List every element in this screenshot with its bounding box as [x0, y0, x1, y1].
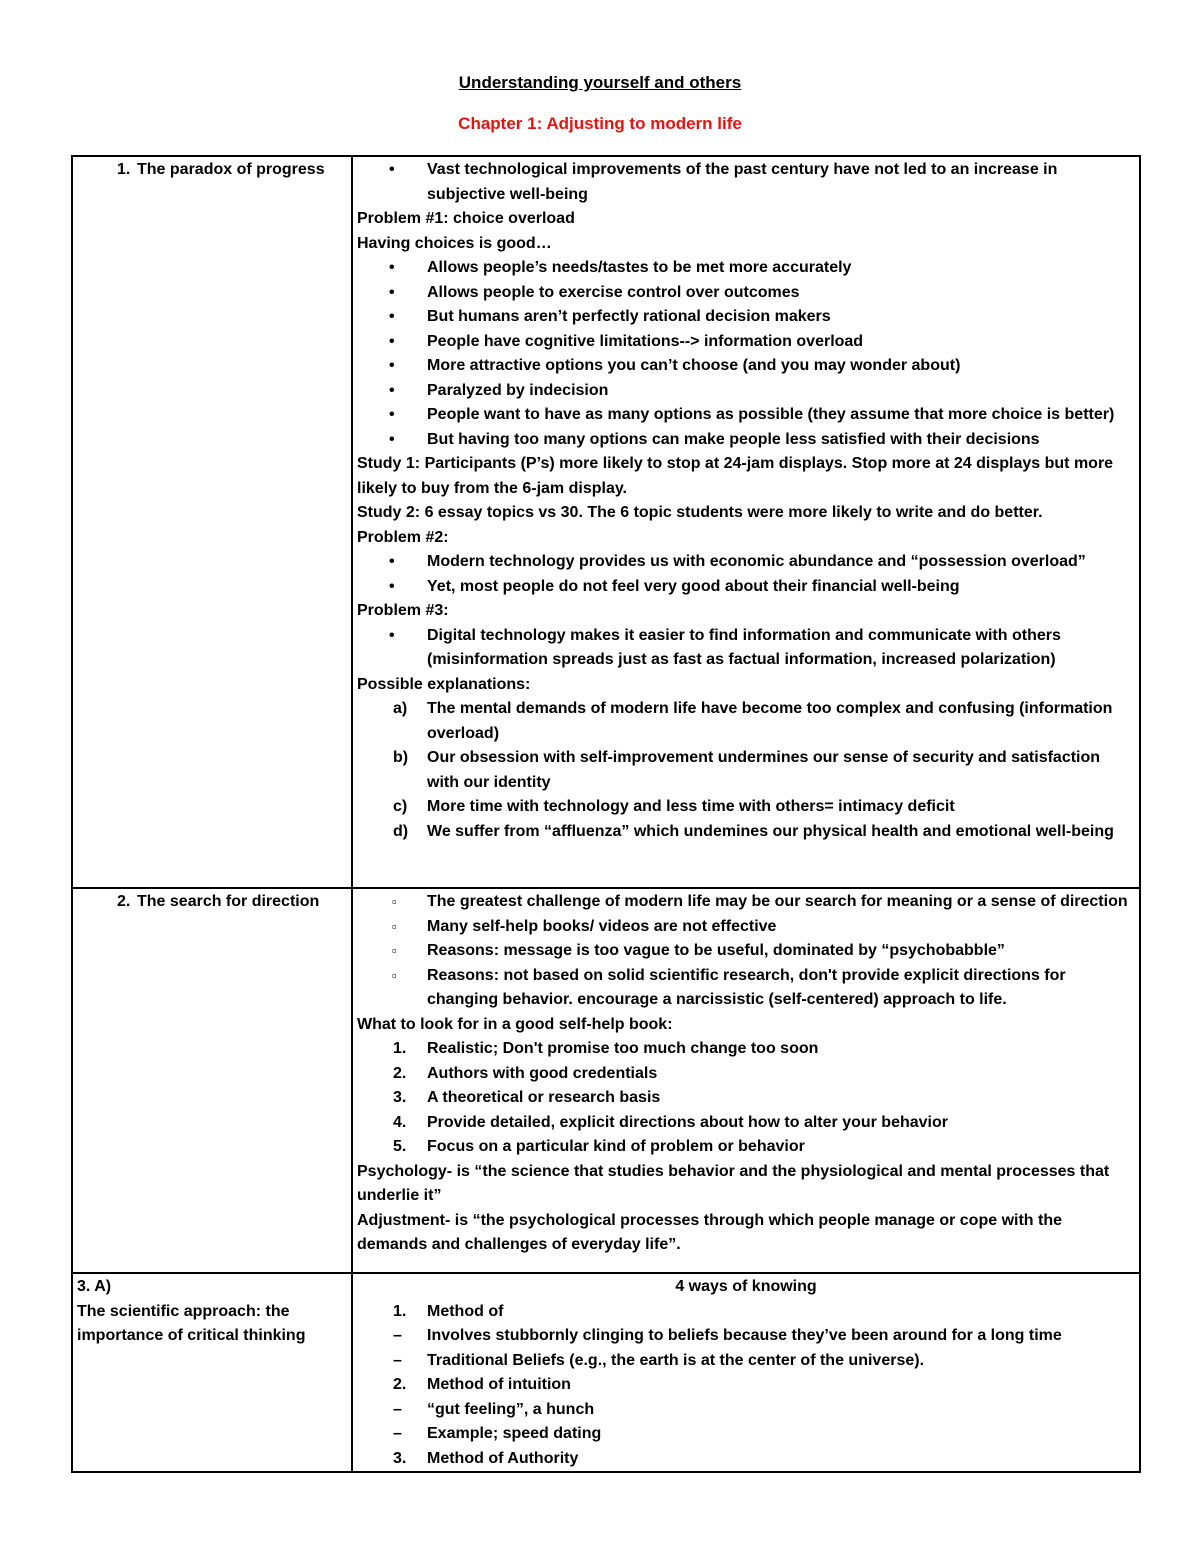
item-text: More attractive options you can’t choose (and you may wonder about) [427, 357, 961, 374]
bullet-item [357, 330, 1135, 355]
item-text: Reasons: not based on solid scientific research, don't provide explicit directions for changing behavior. encourage a narcissistic (self-centered) approach to life. [427, 966, 1066, 1008]
notes-cell [352, 1273, 1140, 1472]
numbered-item [357, 1037, 1135, 1062]
item-text: Authors with good credentials [427, 1064, 658, 1082]
item-text: People have cognitive limitations--> information overload [427, 332, 864, 350]
topic-number: 2. [117, 893, 131, 910]
topic-number: 3. A) [77, 1278, 112, 1295]
item-marker: – [393, 1425, 402, 1442]
bullet-item [357, 964, 1135, 1013]
item-marker: 2. [393, 1376, 407, 1393]
item-text: Method of intuition [427, 1376, 571, 1393]
topic-title: The scientific approach: the importance of critical thinking [77, 1302, 306, 1344]
bullet-item [357, 939, 1135, 964]
numbered-item [357, 746, 1135, 795]
item-text: Method of [427, 1302, 504, 1320]
bullet-item [357, 379, 1135, 404]
topic-heading [77, 890, 347, 915]
square-bullet-icon [357, 939, 427, 964]
bullet-item [357, 305, 1135, 330]
numbered-item [357, 1447, 1135, 1472]
bullet-item [357, 428, 1135, 453]
note-line: Problem #1: choice overload [357, 210, 575, 227]
item-text: Paralyzed by indecision [427, 381, 609, 399]
bullet-icon [357, 575, 427, 600]
note-line: What to look for in a good self-help book: [357, 1015, 673, 1033]
square-bullet-icon [357, 915, 427, 940]
item-marker: 1. [393, 1040, 407, 1057]
bullet-item [357, 256, 1135, 281]
table-row [72, 156, 1140, 888]
bullet-item [357, 550, 1135, 575]
bullet-item [357, 158, 1135, 207]
numbered-item [357, 1398, 1135, 1423]
item-text: Reasons: message is too vague to be useful, dominated by “psychobabble” [427, 942, 1005, 959]
topic-number: 1. [117, 161, 131, 178]
item-marker: 1. [393, 1302, 407, 1320]
bullet-item [357, 890, 1135, 915]
item-marker: – [393, 1327, 402, 1344]
numbered-item [357, 1422, 1135, 1447]
note-line: Study 1: Participants (P’s) more likely to stop at 24-jam displays. Stop more at 24 displays but more likely to buy from the 6-jam display. [357, 455, 1114, 497]
bullet-item [357, 281, 1135, 306]
bullet-icon [357, 158, 427, 183]
item-text: Allows people to exercise control over outcomes [427, 283, 800, 301]
numbered-item [357, 1062, 1135, 1087]
notes-cell [352, 156, 1140, 888]
item-marker: 4. [393, 1113, 407, 1131]
item-marker: c) [393, 798, 408, 815]
item-text: Many self-help books/ videos are not effective [427, 917, 777, 935]
bullet-icon [357, 403, 427, 428]
bullet-item [357, 354, 1135, 379]
bullet-icon [357, 354, 427, 379]
item-text: But having too many options can make people less satisfied with their decisions [427, 430, 1040, 448]
item-text: People want to have as many options as possible (they assume that more choice is better) [427, 406, 1115, 423]
numbered-item [357, 1373, 1135, 1398]
topic-heading [77, 158, 347, 183]
bullet-icon [357, 330, 427, 355]
item-text: Digital technology makes it easier to find information and communicate with others (misinformation spreads just as fast as factual information, increased polarization) [427, 626, 1061, 668]
item-text: Involves stubbornly clinging to beliefs because they’ve been around for a long time [427, 1327, 1062, 1344]
item-marker: 3. [393, 1089, 407, 1106]
bullet-icon [357, 379, 427, 404]
bullet-icon [357, 550, 427, 575]
bullet-item [357, 915, 1135, 940]
bullet-item [357, 624, 1135, 673]
square-bullet-icon [357, 890, 427, 915]
item-text: Provide detailed, explicit directions about how to alter your behavior [427, 1113, 948, 1131]
item-marker: 3. [393, 1449, 407, 1467]
numbered-item [357, 820, 1135, 845]
numbered-item [357, 1324, 1135, 1349]
bullet-icon [357, 281, 427, 306]
item-text: Our obsession with self-improvement undermines our sense of security and satisfaction with our identity [427, 749, 1101, 791]
item-text: Realistic; Don't promise too much change too soon [427, 1040, 819, 1057]
bullet-icon [357, 256, 427, 281]
item-text: But humans aren’t perfectly rational decision makers [427, 308, 831, 325]
item-text: Allows people’s needs/tastes to be met more accurately [427, 259, 852, 276]
bullet-icon [357, 624, 427, 649]
item-text: Traditional Beliefs (e.g., the earth is at the center of the universe). [427, 1351, 925, 1369]
item-text: More time with technology and less time with others= intimacy deficit [427, 798, 955, 815]
chapter-heading: Chapter 1: Adjusting to modern life [458, 114, 742, 133]
numbered-item [357, 1300, 1135, 1325]
item-text: Modern technology provides us with economic abundance and “possession overload” [427, 553, 1086, 570]
note-heading: 4 ways of knowing [675, 1278, 817, 1295]
note-line: Problem #2: [357, 528, 449, 546]
topic-cell [72, 888, 352, 1273]
item-marker: 2. [393, 1064, 407, 1082]
note-line: Adjustment- is “the psychological processes through which people manage or cope with the demands and challenges of everyday life”. [357, 1211, 1062, 1253]
topic-title: The paradox of progress [137, 161, 325, 178]
table-row [72, 888, 1140, 1273]
item-text: “gut feeling”, a hunch [427, 1400, 595, 1418]
item-marker: – [393, 1400, 402, 1418]
bullet-item [357, 575, 1135, 600]
item-marker: 5. [393, 1138, 407, 1155]
table-row [72, 1273, 1140, 1472]
numbered-item [357, 697, 1135, 746]
item-marker: – [393, 1351, 402, 1369]
notes-table [71, 155, 1141, 1473]
item-text: Focus on a particular kind of problem or behavior [427, 1138, 805, 1155]
numbered-item [357, 1086, 1135, 1111]
numbered-item [357, 1349, 1135, 1374]
square-bullet-icon [357, 964, 427, 989]
item-text: Yet, most people do not feel very good about their financial well-being [427, 577, 960, 595]
item-marker: d) [393, 822, 409, 840]
item-text: A theoretical or research basis [427, 1089, 661, 1106]
bullet-icon [357, 428, 427, 453]
note-line: Psychology- is “the science that studies behavior and the physiological and mental processes that underlie it” [357, 1162, 1110, 1204]
item-text: Method of Authority [427, 1449, 579, 1467]
numbered-item [357, 1135, 1135, 1160]
topic-title: The search for direction [137, 893, 320, 910]
note-line: Possible explanations: [357, 675, 531, 693]
item-marker: a) [393, 700, 408, 717]
item-marker: b) [393, 749, 409, 766]
note-line: Problem #3: [357, 602, 449, 619]
item-text: Example; speed dating [427, 1425, 602, 1442]
document-title: Understanding yourself and others [458, 73, 742, 92]
topic-cell [72, 1273, 352, 1472]
note-line: Study 2: 6 essay topics vs 30. The 6 topic students were more likely to write and do better. [357, 504, 1043, 521]
item-text: The greatest challenge of modern life may be our search for meaning or a sense of direction [427, 893, 1128, 910]
bullet-icon [357, 305, 427, 330]
numbered-item [357, 1111, 1135, 1136]
bullet-item [357, 403, 1135, 428]
topic-cell [72, 156, 352, 888]
item-text: We suffer from “affluenza” which undemines our physical health and emotional well-being [427, 822, 1114, 840]
notes-cell [352, 888, 1140, 1273]
item-text: The mental demands of modern life have become too complex and confusing (information overload) [427, 700, 1113, 742]
numbered-item [357, 795, 1135, 820]
note-line: Having choices is good… [357, 234, 552, 252]
item-text: Vast technological improvements of the past century have not led to an increase in subjective well-being [427, 161, 1058, 203]
